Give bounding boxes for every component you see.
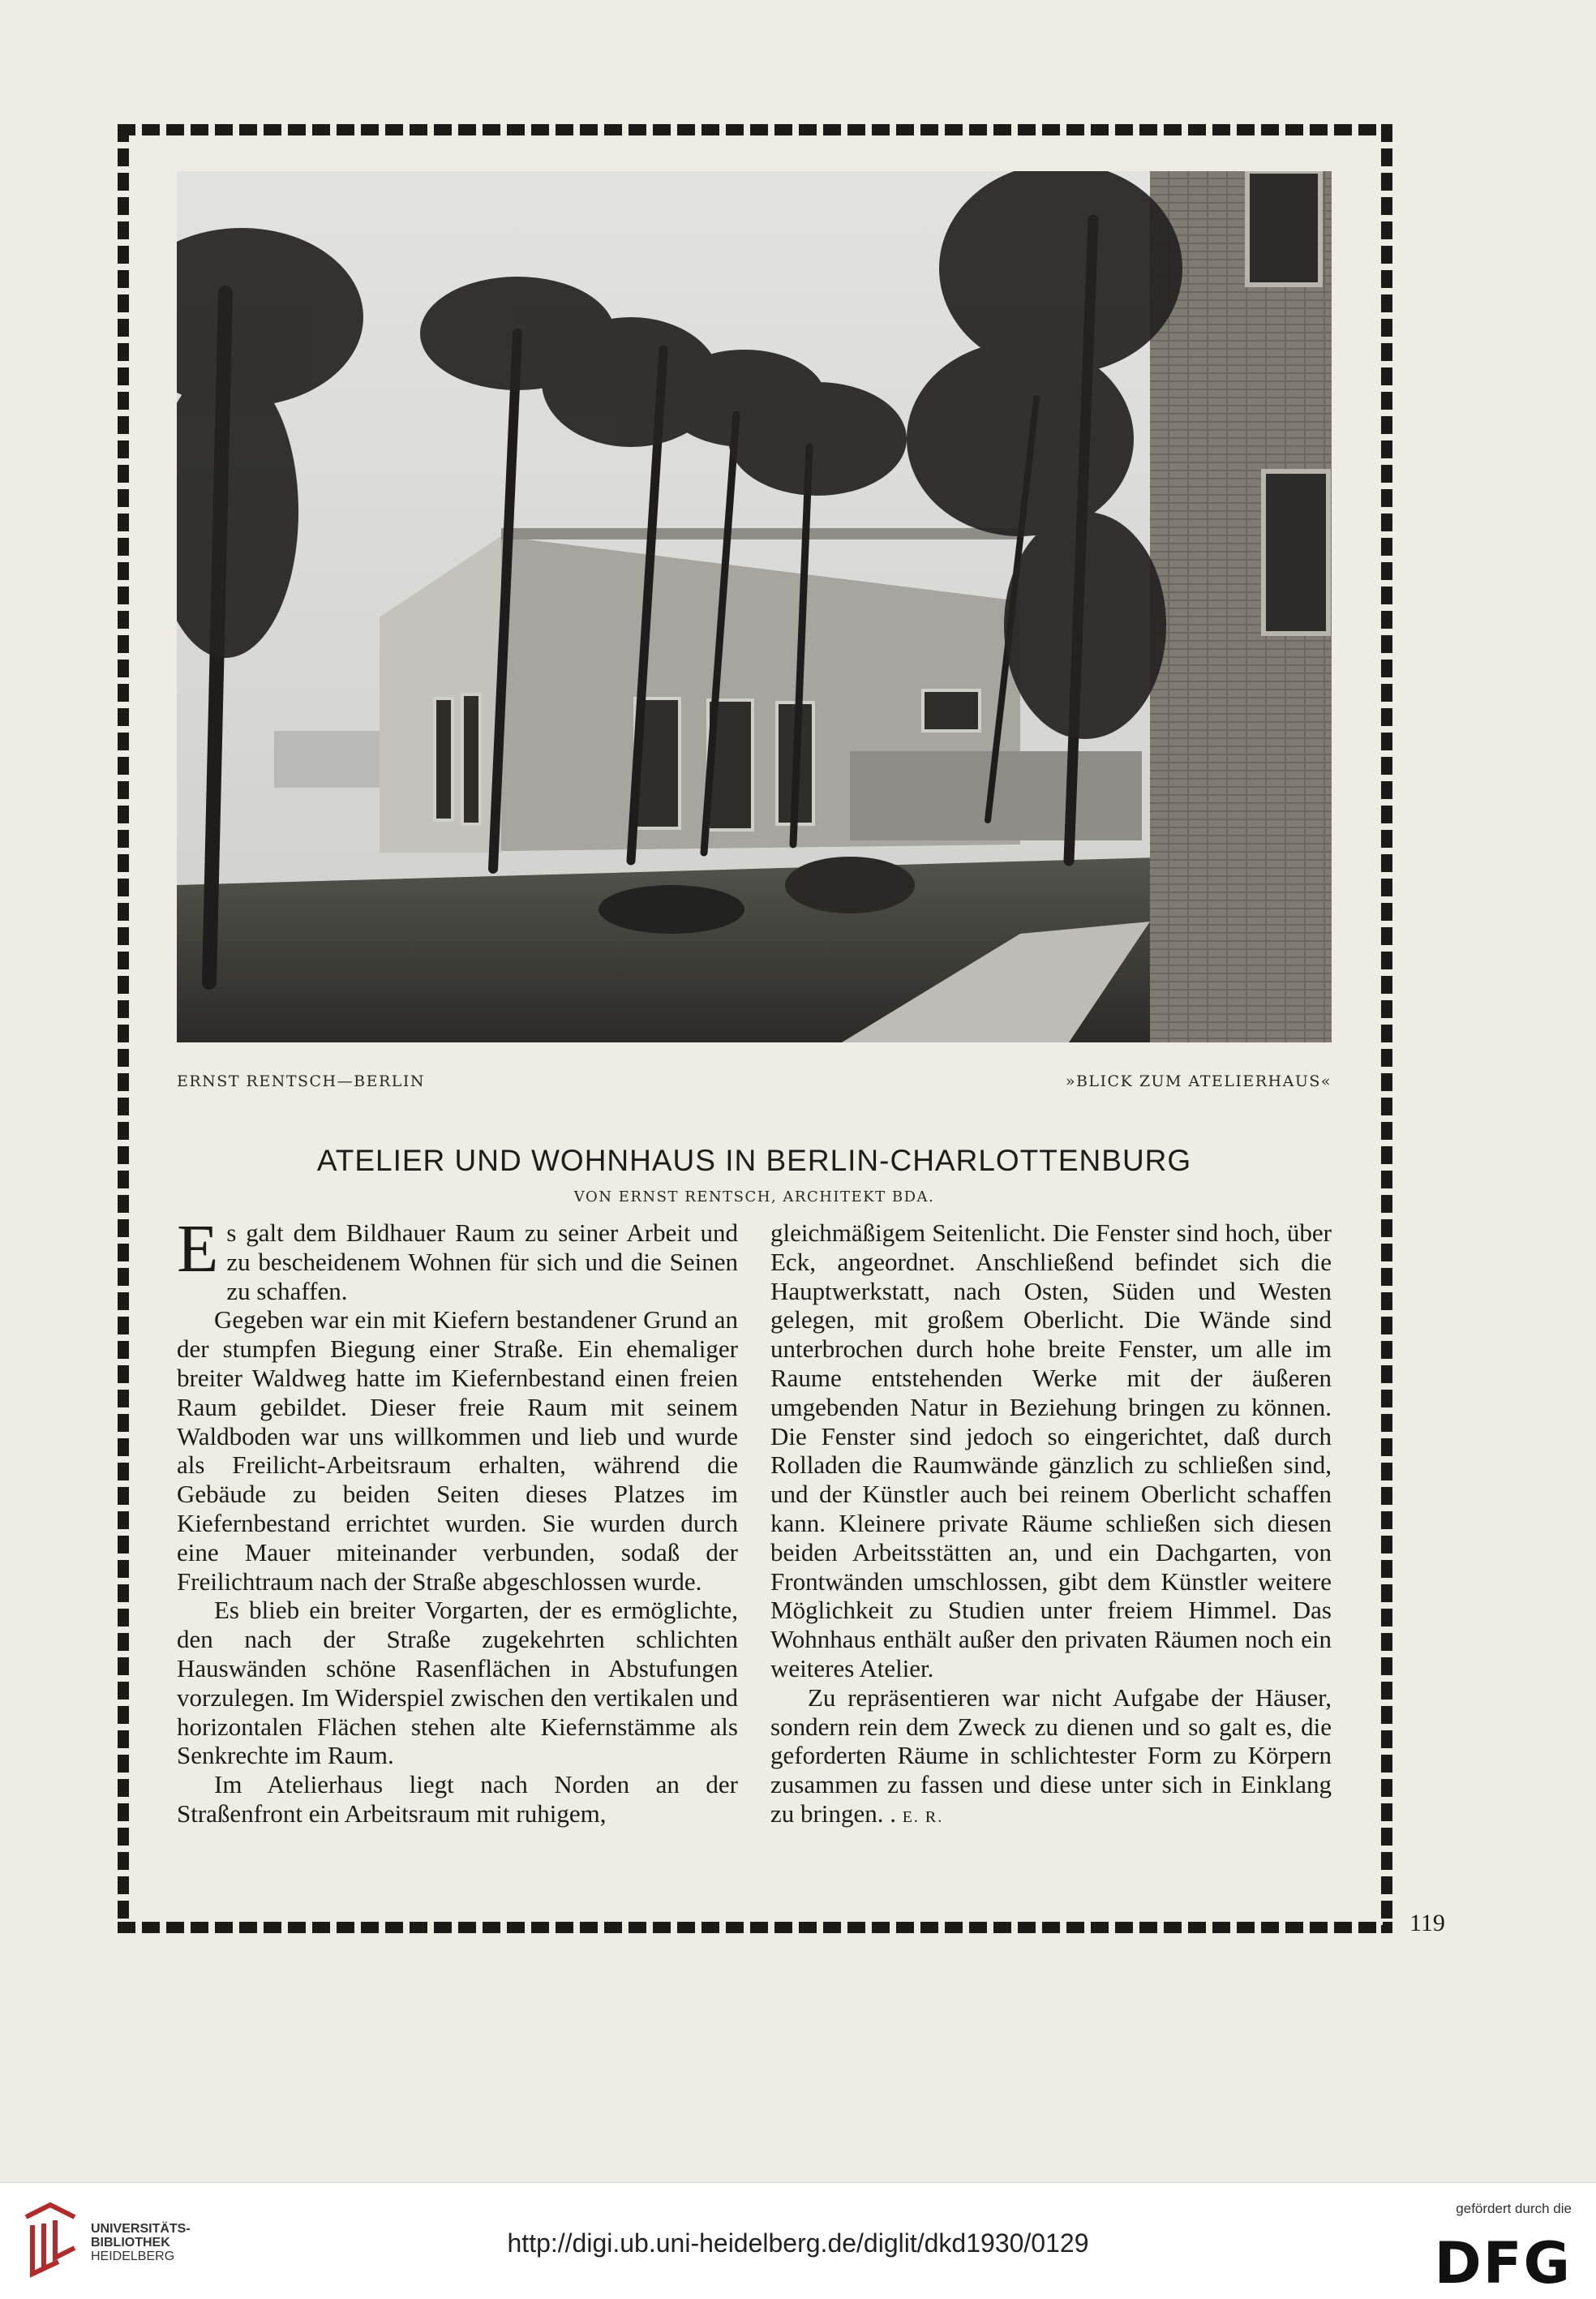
library-name: UNIVERSITÄTS- BIBLIOTHEK HEIDELBERG xyxy=(91,2222,191,2263)
border-right xyxy=(1381,124,1392,1933)
article-byline: VON ERNST RENTSCH, ARCHITEKT BDA. xyxy=(573,1188,935,1205)
photo-credit: ERNST RENTSCH—BERLIN xyxy=(177,1072,426,1090)
drop-cap: E xyxy=(177,1211,219,1287)
border-left xyxy=(118,124,129,1933)
paragraph: Im Atelierhaus liegt nach Norden an der Straßenfront ein Arbeitsraum mit ruhigem, xyxy=(177,1770,738,1828)
atelier-photograph xyxy=(177,171,1332,1042)
right-column xyxy=(770,1218,1332,1833)
sponsor-text: gefördert durch die xyxy=(1456,2201,1572,2216)
document-url[interactable]: http://digi.ub.uni-heidelberg.de/diglit/dkd1930/0129 xyxy=(507,2228,1089,2258)
author-initials: E. R. xyxy=(902,1807,944,1826)
viewer-footer xyxy=(0,2182,1596,2299)
paragraph: Es galt dem Bildhauer Raum zu seiner Arbeit und zu bescheidenem Wohnen für sich und die Seinen zu schaffen. xyxy=(177,1211,738,1305)
dfg-logo: DFG xyxy=(1434,2230,1572,2297)
photo-caption: »BLICK ZUM ATELIERHAUS« xyxy=(1065,1072,1332,1090)
border-top xyxy=(118,124,1392,135)
article-title: ATELIER UND WOHNHAUS IN BERLIN-CHARLOTTENBURG xyxy=(316,1144,1192,1177)
left-column xyxy=(177,1211,738,1828)
paragraph: Zu repräsentieren war nicht Aufgabe der Häuser, sondern rein dem Zweck zu dienen und so galt es, die geforderten Räume in schlichtester Form zu Körpern zusammen zu fassen und diese unter sich in Einklang zu bringen. . E. R. xyxy=(770,1682,1332,1828)
paragraph: Gegeben war ein mit Kiefern bestandener Grund an der stumpfen Biegung einer Straße. Ein ehemaliger breiter Waldweg hatte im Kiefernbestand einen freien Raum gebildet. Dieser freie Raum mit seinem Waldboden war uns willkommen und lieb und wurde als Freilicht-Arbeitsraum erhalten, während die Gebäude zu beiden Seiten dieses Platzes im Kiefernbestand errichtet wurden. Sie wurden durch eine Mauer miteinander verbunden, sodaß der Freilichtraum nach der Straße abgeschlossen wurde. xyxy=(177,1305,738,1596)
page-number: 119 xyxy=(1409,1910,1445,1936)
paragraph: Es blieb ein breiter Vorgarten, der es ermöglichte, den nach der Straße zugekehrten schlichten Hauswänden schöne Rasenflächen in Abstufungen vorzulegen. Im Widerspiel zwischen den vertikalen und horizontalen Flächen stehen alte Kiefernstämme als Senkrechte im Raum. xyxy=(177,1596,738,1770)
paragraph: gleichmäßigem Seitenlicht. Die Fenster sind hoch, über Eck, angeordnet. Anschließend befindet sich die Hauptwerkstatt, nach Osten, Süden und Westen gelegen, mit großem Oberlicht. Die Wände sind unterbrochen durch hohe breite Fenster, um alle im Raume entstehenden Werke mit der äußeren umgebenden Natur in Beziehung bringen zu können. Die Fenster sind jedoch so eingerichtet, daß durch Rolladen die Raumwände gänzlich zu schließen sind, und der Künstler auch bei reinem Oberlicht schaffen kann. Kleinere private Räume schließen sich diesen beiden Arbeitsstätten an, und ein Dachgarten, von Frontwänden umschlossen, gibt dem Künstler weitere Möglichkeit zu Studien unter freiem Himmel. Das Wohnhaus enthält außer den privaten Räumen noch ein weiteres Atelier. xyxy=(770,1218,1332,1682)
border-bottom xyxy=(118,1922,1392,1933)
